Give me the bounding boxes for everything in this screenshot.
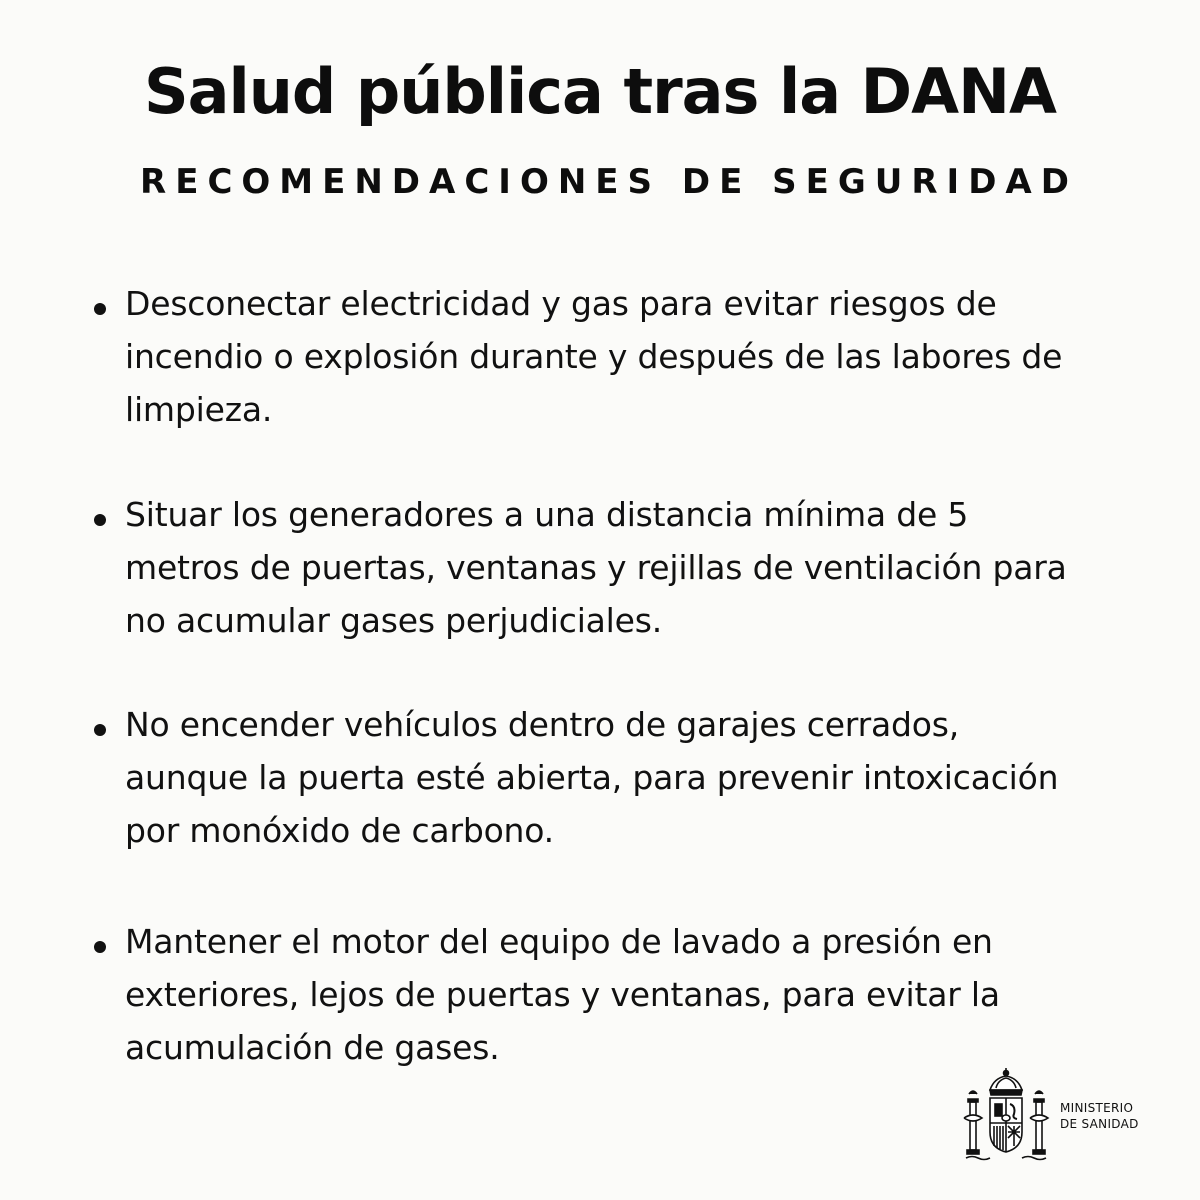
bullet-icon: [94, 303, 106, 315]
ministry-logo: [960, 1066, 1160, 1166]
page-subtitle: RECOMENDACIONES DE SEGURIDAD: [140, 162, 1078, 202]
bullet-icon: [94, 941, 106, 953]
ministry-name: [1060, 1100, 1139, 1132]
ministry-line-2: DE SANIDAD: [1060, 1117, 1139, 1131]
list-item-text: Desconectar electricidad y gas para evitar riesgos de incendio o explosión durante y después de las labores de limpieza.: [125, 284, 1063, 429]
page-title: Salud pública tras la DANA: [144, 55, 1056, 128]
bullet-icon: [94, 724, 106, 736]
list-item-text: Situar los generadores a una distancia mínima de 5 metros de puertas, ventanas y rejillas de ventilación para no acumular gases perjudiciales.: [125, 495, 1067, 640]
ministry-line-1: MINISTERIO: [1060, 1101, 1134, 1115]
list-item-text: Mantener el motor del equipo de lavado a presión en exteriores, lejos de puertas y ventanas, para evitar la acumulación de gases.: [125, 922, 1000, 1067]
list-item-text: No encender vehículos dentro de garajes cerrados, aunque la puerta esté abierta, para prevenir intoxicación por monóxido de carbono.: [125, 705, 1059, 850]
coat-of-arms-icon: [960, 1066, 1052, 1162]
bullet-icon: [94, 514, 106, 526]
